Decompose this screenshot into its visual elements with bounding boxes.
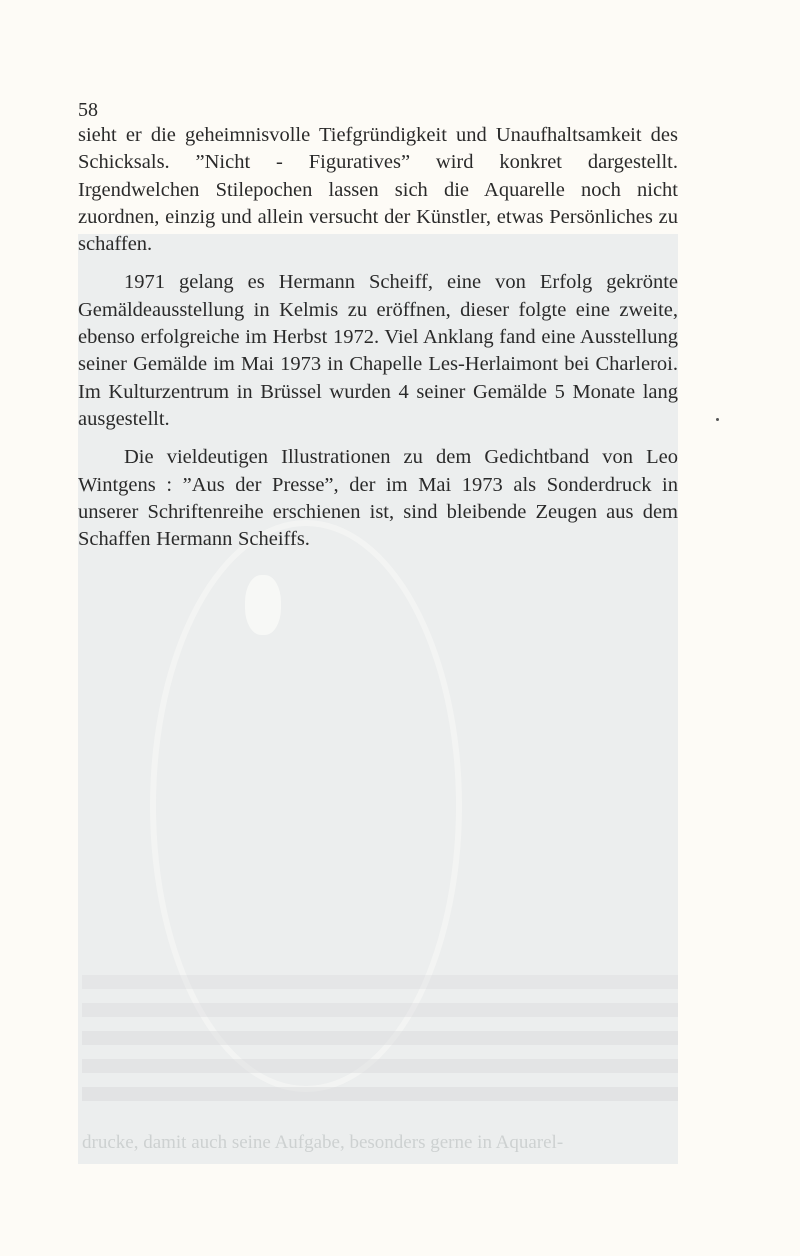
bleed-through-ghost-text: drucke, damit auch seine Aufgabe, besonders gerne in Aquarel-: [82, 1132, 564, 1153]
bleed-through-line: [82, 1031, 678, 1045]
bleed-through-line: [82, 1087, 678, 1101]
paragraph-2: 1971 gelang es Hermann Scheiff, eine von Erfolg gekrönte Gemäldeausstellung in Kelmis zu eröffnen, dieser folgte eine zweite, ebenso erfolgreiche im Herbst 1972. Viel Anklang fand eine Ausstellung seiner Gemälde im Mai 1973 in Chapelle Les-Herlaimont bei Charleroi. Im Kulturzentrum in Brüssel wurden 4 seiner Gemälde 5 Monate lang ausgestellt.: [78, 271, 678, 430]
bleed-through-line: [82, 1003, 678, 1017]
paper-speck: [716, 418, 719, 421]
paragraph-3: Die vieldeutigen Illustrationen zu dem Gedichtband von Leo Wintgens : ”Aus der Presse”, der im Mai 1973 als Sonderdruck in unserer Schriftenreihe erschienen ist, sind bleibende Zeugen aus dem Schaffen Hermann Scheiffs.: [78, 446, 678, 551]
bleed-through-line: [82, 975, 678, 989]
bleed-through-line: [82, 1059, 678, 1073]
document-page: [78, 98, 678, 553]
page-number: 58: [78, 99, 98, 121]
bleed-through-figure-shape: [245, 575, 281, 635]
paragraph-1: sieht er die geheimnisvolle Tiefgründigkeit und Unaufhaltsamkeit des Schicksals. ”Nicht - Figuratives” wird konkret dargestellt. Irgendwelchen Stilepochen lassen sich die Aquarelle noch nicht zuordnen, einzig und allein versucht der Künstler, etwas Persönliches zu schaffen.: [78, 124, 678, 256]
